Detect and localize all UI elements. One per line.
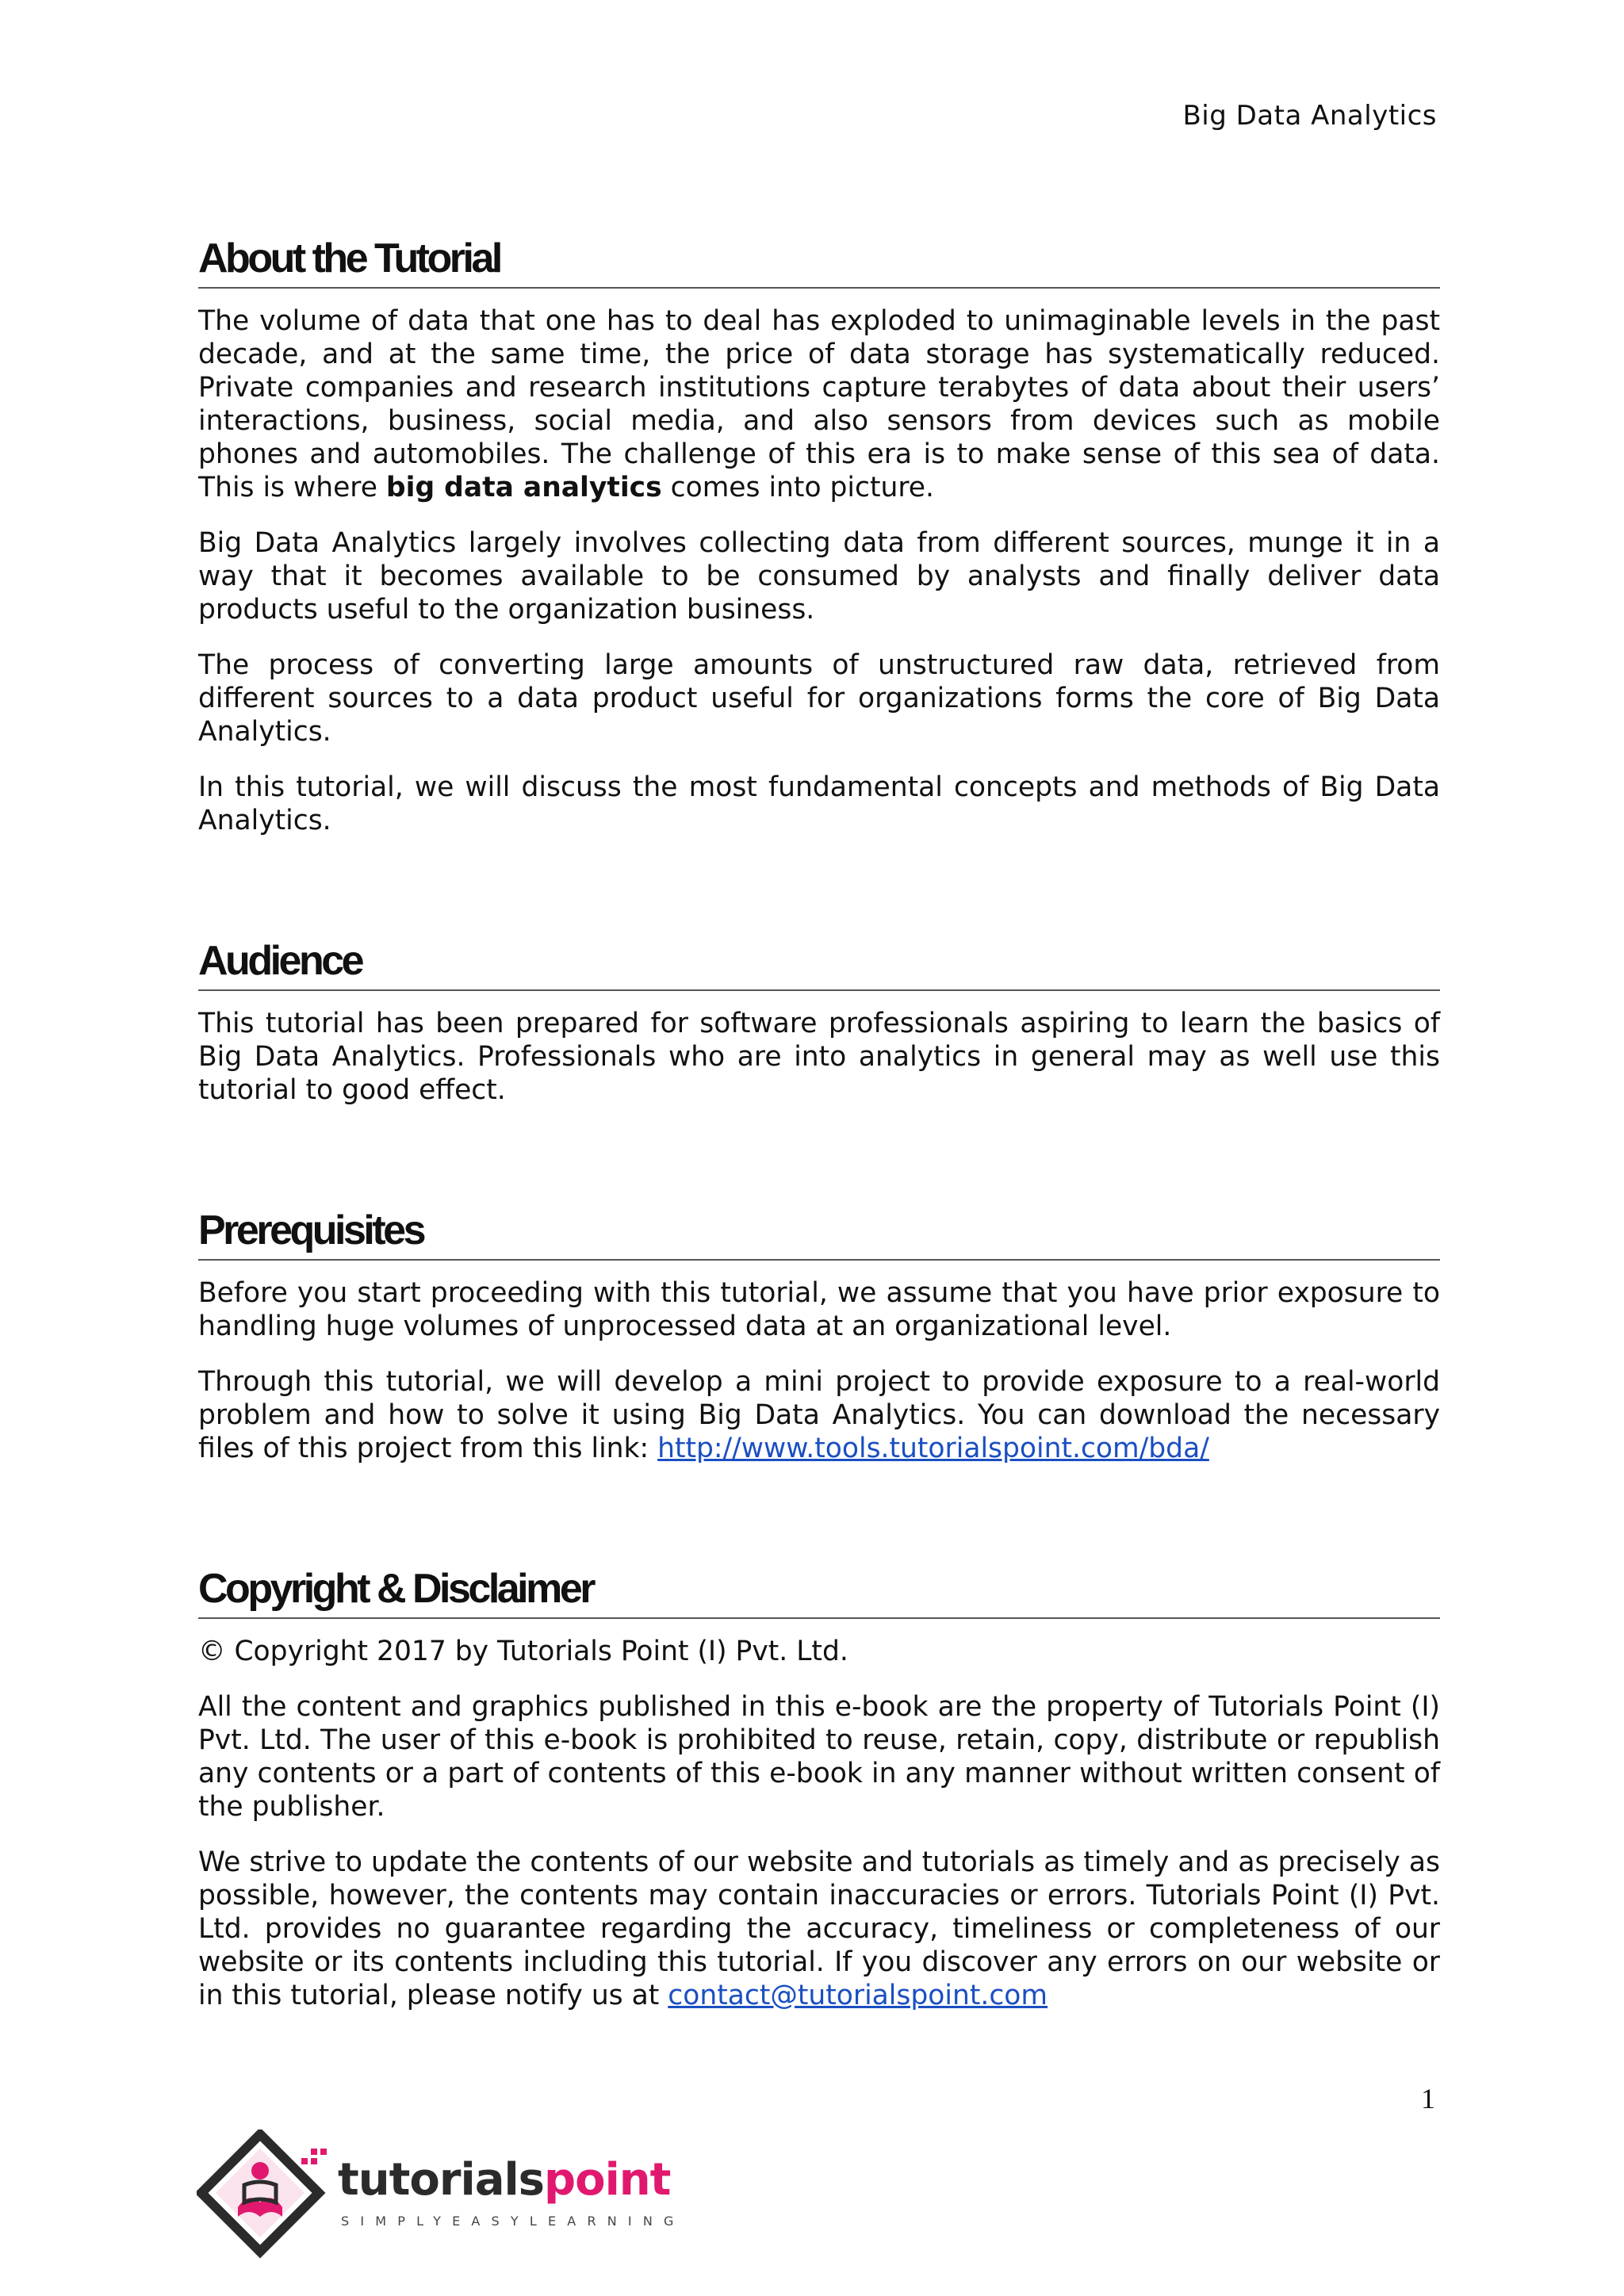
about-paragraph-4: In this tutorial, we will discuss the most fundamental concepts and methods of Big Data Analytics. <box>198 771 1440 836</box>
brand-tagline: SIMPLYEASYLEARNING <box>341 2214 685 2229</box>
section-copyright <box>198 1568 1440 2012</box>
section-title-copyright: Copyright & Disclaimer <box>198 1568 1440 1619</box>
prerequisites-paragraph-2 <box>198 1365 1440 1465</box>
brand-wordmark <box>338 2154 671 2206</box>
copyright-paragraph-3 <box>198 1846 1440 2012</box>
brand-wordmark-part2: point <box>544 2154 671 2206</box>
copyright-paragraph-1: © Copyright 2017 by Tutorials Point (I) Pvt. Ltd. <box>198 1636 848 1667</box>
prerequisites-paragraph-1: Before you start proceeding with this tutorial, we assume that you have prior exposure to handling huge volumes of unprocessed data at an organizational level. <box>198 1277 1440 1342</box>
section-prerequisites <box>198 1207 1440 1465</box>
brand-wordmark-part1: tutorials <box>338 2154 545 2206</box>
about-p1-tail: comes into picture. <box>661 472 934 503</box>
contact-email-link[interactable]: contact@tutorialspoint.com <box>668 1980 1048 2011</box>
tutorialspoint-logo <box>197 2130 688 2264</box>
section-title-audience: Audience <box>198 940 1440 991</box>
section-title-prerequisites: Prerequisites <box>198 1210 1440 1261</box>
copyright-p3-text: We strive to update the contents of our website and tutorials as timely and as precisely as possible, however, the contents may contain inaccuracies or errors. Tutorials Point (I) Pvt. Ltd. provides no guarantee regarding the accuracy, timeliness or completeness of our website or its contents including this tutorial. If you discover any errors on our website or in this tutorial, please notify us at <box>198 1846 1440 2011</box>
running-header: Big Data Analytics <box>1182 100 1437 132</box>
about-p1-text: The volume of data that one has to deal has exploded to unimaginable levels in the past decade, and at the same time, the price of data storage has systematically reduced. Private companies and research institutions capture terabytes of data about their users’ interactions, business, social media, and also sensors from devices such as mobile phones and automobiles. The challenge of this era is to make sense of this sea of data. This is where <box>198 305 1440 503</box>
prerequisites-p2-text: Through this tutorial, we will develop a mini project to provide exposure to a real-world problem and how to solve it using Big Data Analytics. You can download the necessary files of this project from this link: <box>198 1366 1440 1464</box>
about-paragraph-3: The process of converting large amounts of unstructured raw data, retrieved from different sources to a data product useful for organizations forms the core of Big Data Analytics. <box>198 649 1440 748</box>
about-paragraph-1 <box>198 304 1440 504</box>
about-paragraph-2: Big Data Analytics largely involves collecting data from different sources, munge it in a way that it becomes available to be consumed by analysts and finally deliver data products useful to the organization business. <box>198 527 1440 626</box>
project-download-link[interactable]: http://www.tools.tutorialspoint.com/bda/ <box>657 1433 1209 1464</box>
page-content <box>198 235 1440 2012</box>
copyright-paragraph-2: All the content and graphics published in this e-book are the property of Tutorials Point (I) Pvt. Ltd. The user of this e-book is prohibited to reuse, retain, copy, distribute or republish any contents or a part of contents of this e-book in any manner without written consent of the publisher. <box>198 1691 1440 1823</box>
about-p1-bold: big data analytics <box>385 472 662 503</box>
section-about <box>198 235 1440 837</box>
audience-paragraph-1: This tutorial has been prepared for software professionals aspiring to learn the basics of Big Data Analytics. Professionals who are into analytics in general may as well use this tutorial to good effect. <box>198 1008 1440 1106</box>
logo-emblem-icon <box>197 2130 339 2264</box>
section-audience <box>198 940 1440 1107</box>
page-number: 1 <box>1421 2083 1435 2114</box>
section-title-about: About the Tutorial <box>198 238 1440 289</box>
